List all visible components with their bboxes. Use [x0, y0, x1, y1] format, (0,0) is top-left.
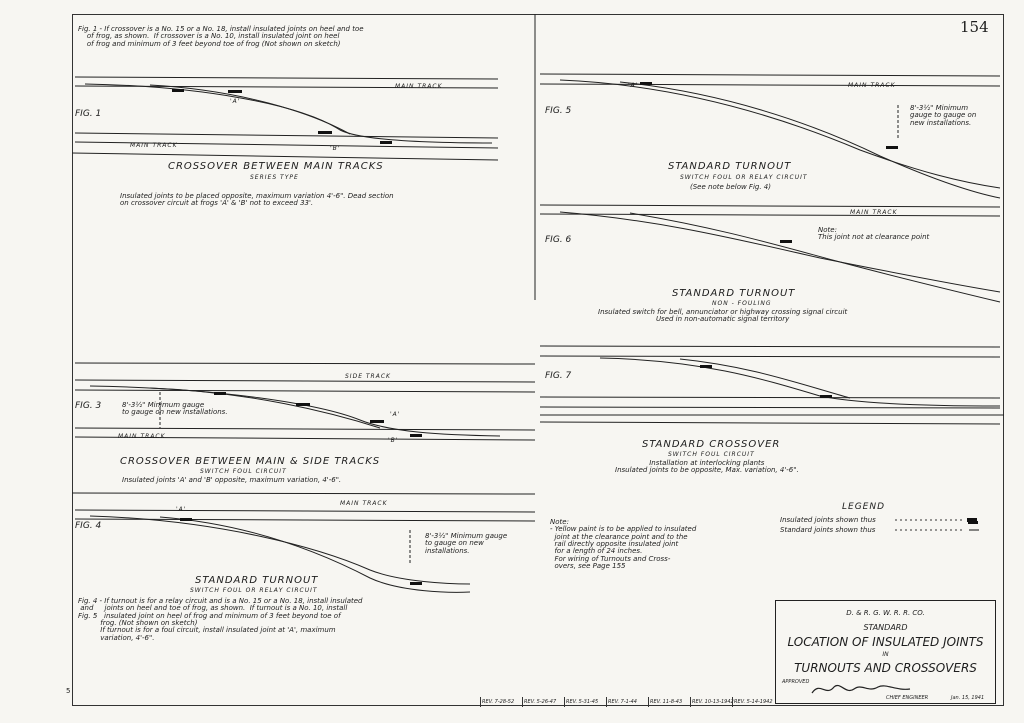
- insulated-joint-symbol: [967, 518, 977, 522]
- title-block: [775, 600, 996, 704]
- title-line-1: LOCATION OF INSULATED JOINTS: [787, 635, 984, 649]
- revision-6: REV. 10-13-1942: [692, 699, 734, 705]
- revision-2: REV. 5-26-47: [524, 699, 557, 705]
- fig1-note: Fig. 1 - If crossover is a No. 15 or a No. 18, install insulated joints on heel and toe of frog, as shown. If crossover is a No. 10, install insulated joint on heel of frog and minimum of 3 feet beyond toe of frog (Not shown on sketch): [78, 25, 364, 48]
- fig4-track: MAIN TRACK: [340, 500, 388, 507]
- fig3-gauge-note: 8'-3½" Minimum gauge to gauge on new installations.: [122, 401, 228, 417]
- fig6-label: FIG. 6: [545, 235, 572, 245]
- fig6-track: MAIN TRACK: [850, 209, 898, 216]
- fig3-subtitle: SWITCH FOUL CIRCUIT: [200, 468, 287, 475]
- fig5-title: STANDARD TURNOUT: [668, 161, 792, 172]
- margin-mark: 5: [66, 687, 71, 695]
- approved-label: APPROVED: [782, 679, 810, 685]
- standard-label: STANDARD: [863, 623, 908, 632]
- fig7-title: STANDARD CROSSOVER: [642, 439, 781, 450]
- fig1-desc: Insulated joints to be placed opposite, maximum variation 4'-6". Dead section on crossover circuit at frogs 'A' & 'B' not to exceed 33'.: [120, 192, 394, 208]
- title-in: IN: [882, 651, 889, 658]
- fig4-gauge-note: 8'-3½" Minimum gauge to gauge on new installations.: [425, 532, 508, 555]
- page-number: 154: [960, 18, 989, 36]
- fig4-subtitle: SWITCH FOUL OR RELAY CIRCUIT: [190, 587, 318, 594]
- revision-5: REV. 11-8-43: [650, 699, 683, 705]
- fig3-title: CROSSOVER BETWEEN MAIN & SIDE TRACKS: [120, 456, 381, 467]
- fig3-desc: Insulated joints 'A' and 'B' opposite, maximum variation, 4'-6".: [122, 476, 342, 484]
- title-line-2: TURNOUTS AND CROSSOVERS: [794, 661, 977, 675]
- paint-note: Note: - Yellow paint is to be applied to insulated joint at the clearance point and to the rail directly opposite insulated joint for a length of 24 inches. For wiring of Turnouts and Cross- overs, see Page 155: [550, 518, 697, 571]
- company-name: D. & R. G. W. R. R. CO.: [846, 609, 925, 617]
- fig4-5-note: Fig. 4 - If turnout is for a relay circuit and is a No. 15 or a No. 18, install insulated and joints on heel and toe of frog, as shown. If turnout is a No. 10, install Fig. 5 insulated joint on heel of frog and minimum of 3 feet beyond toe of frog. (Not shown on sketch) If turnout is for a foul circuit, install insulated joint at 'A', maximum variation, 4'-6".: [78, 597, 363, 642]
- legend-insulated: Insulated joints shown thus: [780, 516, 876, 524]
- fig1-point-b: 'B': [330, 145, 341, 152]
- fig6-subtitle: NON - FOULING: [712, 300, 772, 307]
- fig5-gauge-note: 8'-3½" Minimum gauge to gauge on new installations.: [910, 104, 977, 127]
- fig6-note: Note: This joint not at clearance point: [818, 226, 930, 242]
- fig1-point-a: 'A': [230, 98, 241, 105]
- legend-standard: Standard joints shown thus: [780, 526, 876, 534]
- engineer-label: CHIEF ENGINEER: [886, 695, 929, 701]
- fig3-point-a: 'A': [390, 411, 401, 418]
- fig3-point-b: 'B': [388, 437, 399, 444]
- revision-3: REV. 5-31-45: [566, 699, 599, 705]
- fig1-track-bottom: MAIN TRACK: [130, 142, 178, 149]
- fig3-track-bottom: MAIN TRACK: [118, 433, 166, 440]
- fig1-track-top: MAIN TRACK: [395, 83, 443, 90]
- fig6-title: STANDARD TURNOUT: [672, 288, 796, 299]
- fig7-label: FIG. 7: [545, 371, 572, 381]
- fig5-point-a: 'A': [628, 82, 639, 89]
- fig4-title: STANDARD TURNOUT: [195, 575, 319, 586]
- revision-1: REV. 7-28-52: [482, 699, 515, 705]
- fig3-track-top: SIDE TRACK: [345, 373, 391, 380]
- fig3-label: FIG. 3: [75, 401, 102, 411]
- fig4-label: FIG. 4: [75, 521, 102, 531]
- revision-7: REV. 5-14-1942: [734, 699, 773, 705]
- fig7-subtitle: SWITCH FOUL CIRCUIT: [668, 451, 755, 458]
- fig5-subtitle: SWITCH FOUL OR RELAY CIRCUIT: [680, 174, 808, 181]
- legend-title: LEGEND: [842, 502, 886, 512]
- fig5-track: MAIN TRACK: [848, 82, 896, 89]
- approval-date: Jan. 15, 1941: [951, 695, 985, 701]
- fig5-desc: (See note below Fig. 4): [690, 183, 771, 191]
- fig6-desc: Insulated switch for bell, annunciator or highway crossing signal circuit Used in non-automatic signal territory: [598, 308, 848, 324]
- legend-symbols: [895, 515, 985, 537]
- fig1-subtitle: SERIES TYPE: [250, 174, 299, 181]
- fig4-point-a: 'A': [176, 506, 187, 513]
- fig5-label: FIG. 5: [545, 106, 572, 116]
- fig1-title: CROSSOVER BETWEEN MAIN TRACKS: [168, 161, 384, 172]
- fig1-label: FIG. 1: [75, 109, 102, 119]
- fig7-desc: Installation at interlocking plants Insulated joints to be opposite, Max. variation, 4'-6".: [615, 459, 799, 475]
- revision-4: REV. 7-1-44: [608, 699, 637, 705]
